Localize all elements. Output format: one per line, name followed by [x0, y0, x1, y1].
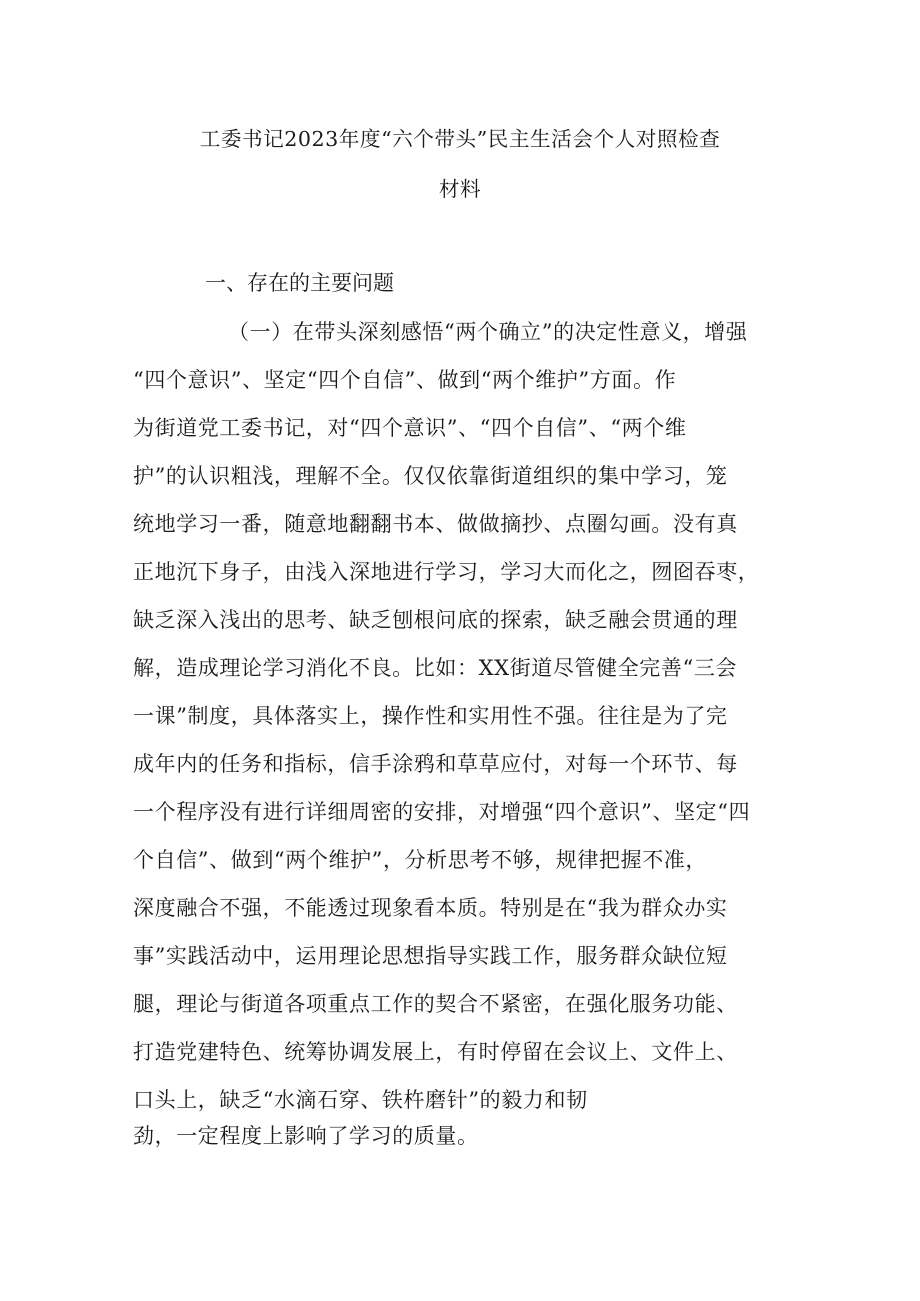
section-heading: 一、存在的主要问题 [205, 271, 394, 295]
paragraph-line: 成年内的任务和指标，信手涂鸦和草草应付，对每一个环节、每 [133, 752, 738, 776]
paragraph-line: 个自信”、做到“两个维护”，分析思考不够，规律把握不准， [133, 848, 708, 872]
paragraph-line: 为街道党工委书记，对“四个意识”、“四个自信”、“两个维 [133, 416, 687, 440]
paragraph-line: （一）在带头深刻感悟“两个确立”的决定性意义，增强 [228, 320, 748, 344]
paragraph-line: 正地沉下身子，由浅入深地进行学习，学习大而化之，囫囵吞枣， [133, 560, 760, 584]
paragraph-line: 解，造成理论学习消化不良。比如：XX街道尽管健全完善“三会 [133, 656, 738, 680]
paragraph-line: 打造党建特色、统筹协调发展上，有时停留在会议上、文件上、 [133, 1040, 738, 1064]
paragraph-line: 事”实践活动中，运用理论思想指导实践工作，服务群众缺位短 [133, 944, 728, 968]
paragraph-line: 腿，理论与街道各项重点工作的契合不紧密，在强化服务功能、 [133, 992, 738, 1016]
paragraph-line: 深度融合不强，不能透过现象看本质。特别是在“我为群众办实 [133, 896, 728, 920]
document-title-line-1: 工委书记2023年度“六个带头”民主生活会个人对照检查 [199, 127, 721, 151]
paragraph-line: 口头上，缺乏“水滴石穿、铁杵磨针”的毅力和韧 [133, 1088, 588, 1112]
paragraph-line: 统地学习一番，随意地翻翻书本、做做摘抄、点圈勾画。没有真 [133, 512, 738, 536]
paragraph-line: 护”的认识粗浅，理解不全。仅仅依靠街道组织的集中学习，笼 [133, 464, 728, 488]
paragraph-line: “四个意识”、坚定“四个自信”、做到“两个维护”方面。作 [133, 368, 677, 392]
paragraph-line: 劲，一定程度上影响了学习的质量。 [133, 1124, 479, 1148]
paragraph-line: 缺乏深入浅出的思考、缺乏刨根问底的探索，缺乏融会贯通的理 [133, 608, 738, 632]
paragraph-line: 一课”制度，具体落实上，操作性和实用性不强。往往是为了完 [133, 704, 728, 728]
document-title-line-2: 材料 [438, 177, 482, 201]
paragraph-line: 一个程序没有进行详细周密的安排，对增强“四个意识”、坚定“四 [133, 800, 751, 824]
